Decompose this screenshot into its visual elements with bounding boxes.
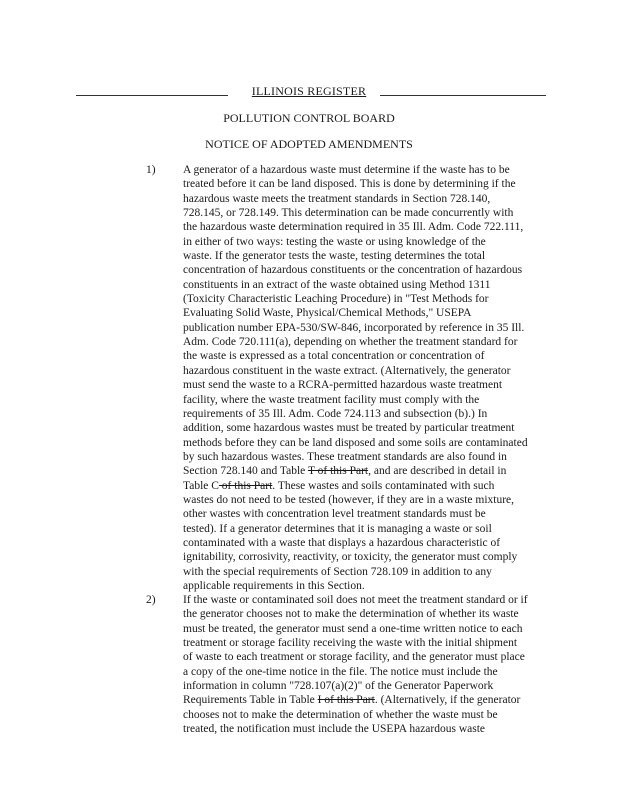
- text-line: the waste is expressed as a total concentration or concentration of: [183, 350, 485, 363]
- text-line: (Toxicity Characteristic Leaching Procedure) in "Test Methods for: [183, 293, 489, 306]
- text-segment: Section 728.140 and Table: [183, 465, 308, 478]
- text-line: Evaluating Solid Waste, Physical/Chemical Methods," USEPA: [183, 307, 472, 320]
- text-segment: , and are described in detail in: [368, 465, 507, 478]
- text-line: hazardous constituent in the waste extract. (Alternatively, the generator: [183, 364, 511, 377]
- text-line: ignitability, corrosivity, reactivity, or toxicity, the generator must comply: [183, 551, 518, 564]
- text-line: Adm. Code 720.111(a), depending on whether the treatment standard for: [183, 336, 518, 349]
- text-line: a copy of the one-time notice in the file. The notice must include the: [183, 665, 498, 678]
- text-line-with-strikeout: [183, 464, 548, 478]
- text-line: constituents in an extract of the waste obtained using Method 1311: [183, 278, 491, 291]
- text-line: treatment or storage facility receiving the waste with the initial shipment: [183, 637, 518, 650]
- text-line: the hazardous waste determination required in 35 Ill. Adm. Code 722.111,: [183, 221, 524, 234]
- text-line: must be treated, the generator must send a one-time written notice to each: [183, 622, 523, 635]
- text-line: facility, where the waste treatment facility must comply with the: [183, 393, 480, 406]
- register-title: ILLINOIS REGISTER: [251, 84, 367, 98]
- text-line: contaminated with a waste that displays a hazardous characteristic of: [183, 536, 501, 549]
- text-line: the generator chooses not to make the determination of whether its waste: [183, 608, 519, 621]
- text-line: publication number EPA-530/SW-846, incorporated by reference in 35 Ill.: [183, 321, 525, 334]
- text-line: information in column "728.107(a)(2)" of the Generator Paperwork: [183, 680, 494, 693]
- item-number: 1): [146, 164, 156, 176]
- text-line: applicable requirements in this Section.: [183, 579, 365, 592]
- text-line: 728.145, or 728.149. This determination can be made concurrently with: [183, 207, 514, 220]
- board-name: POLLUTION CONTROL BOARD: [223, 111, 395, 125]
- text-line-with-strikeout: [183, 693, 548, 707]
- text-line: chooses not to make the determination of whether the waste must be: [183, 708, 498, 721]
- text-line: tested). If a generator determines that it is managing a waste or soil: [183, 522, 492, 535]
- text-line: in either of two ways: testing the waste or using knowledge of the: [183, 235, 486, 248]
- text-line: of waste to each treatment or storage facility, and the generator must place: [183, 651, 525, 664]
- text-line: requirements of 35 Ill. Adm. Code 724.113 and subsection (b).) In: [183, 407, 488, 420]
- item-number: 2): [146, 594, 156, 606]
- text-line: addition, some hazardous wastes must be treated by particular treatment: [183, 422, 515, 435]
- text-line: treated before it can be land disposed. This is done by determining if the: [183, 178, 516, 191]
- text-line: concentration of hazardous constituents or the concentration of hazardous: [183, 264, 523, 277]
- text-line: by such hazardous wastes. These treatment standards are also found in: [183, 450, 507, 463]
- text-segment: . These wastes and soils contaminated with such: [272, 479, 495, 492]
- text-line: A generator of a hazardous waste must determine if the waste has to be: [183, 164, 510, 176]
- text-segment: Requirements Table in Table: [183, 694, 318, 707]
- text-line-with-strikeout: [183, 479, 548, 493]
- text-line: with the special requirements of Section 728.109 in addition to any: [183, 565, 492, 578]
- text-line: methods before they can be land disposed and some soils are contaminated: [183, 436, 528, 449]
- deleted-text: T of this Part: [307, 465, 369, 478]
- text-line: hazardous waste meets the treatment standards in Section 728.140,: [183, 192, 491, 205]
- notice-title: NOTICE OF ADOPTED AMENDMENTS: [205, 137, 413, 151]
- text-line: treated, the notification must include the USEPA hazardous waste: [183, 723, 486, 736]
- text-segment: . (Alternatively, if the generator: [374, 694, 521, 707]
- text-segment: Table C: [183, 479, 219, 492]
- text-line: If the waste or contaminated soil does not meet the treatment standard or if: [183, 594, 528, 606]
- deleted-text: I of this Part: [317, 694, 375, 707]
- text-line: must send the waste to a RCRA-permitted hazardous waste treatment: [183, 379, 503, 392]
- text-line: wastes do not need to be tested (however, if they are in a waste mixture,: [183, 493, 515, 506]
- item-text: [183, 593, 548, 736]
- item-text: [183, 163, 548, 593]
- deleted-text: of this Part: [218, 479, 273, 492]
- text-line: other wastes with concentration level treatment standards must be: [183, 508, 486, 521]
- text-line: waste. If the generator tests the waste, testing determines the total: [183, 250, 486, 263]
